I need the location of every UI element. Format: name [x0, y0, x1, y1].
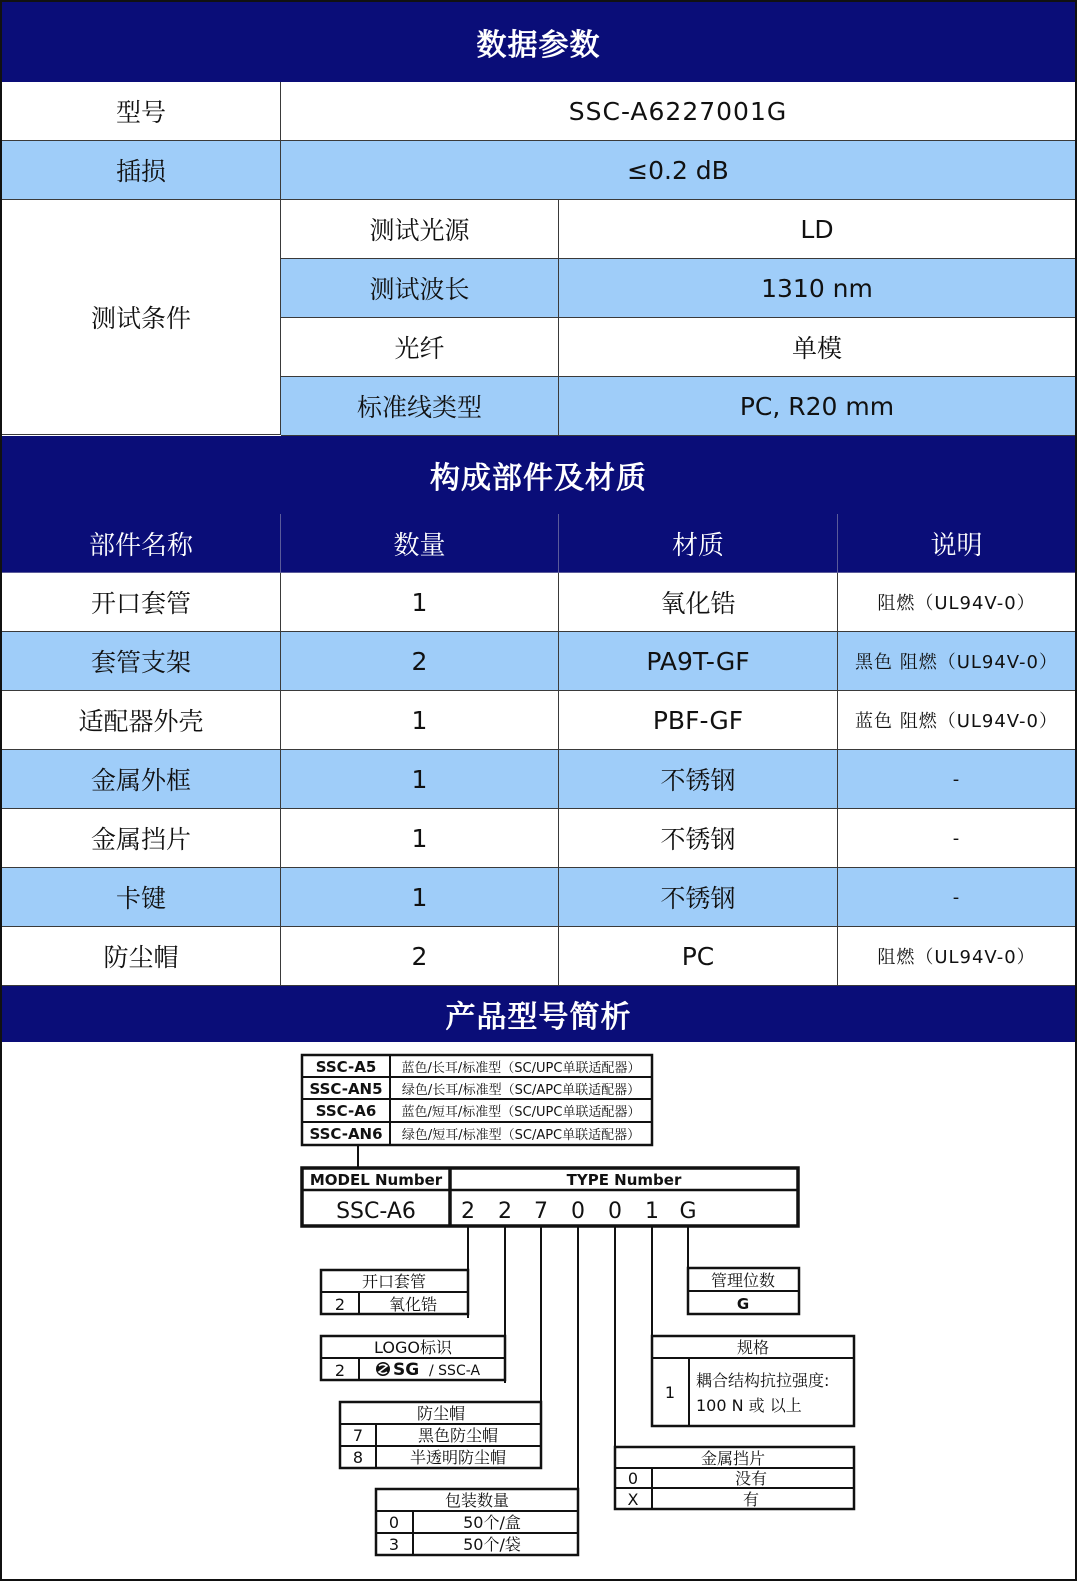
part-name: 开口套管: [2, 573, 281, 632]
part-name: 金属外框: [2, 750, 281, 809]
parts-header-name: 部件名称: [2, 514, 281, 573]
dustcap-value: 黑色防尘帽: [417, 1426, 499, 1445]
sleeve-title: 开口套管: [361, 1272, 427, 1291]
part-material: PA9T-GF: [559, 632, 838, 691]
test-row: [281, 259, 1075, 318]
logo-mark: SG: [393, 1360, 420, 1380]
table-row: [2, 750, 1075, 809]
part-note: -: [838, 809, 1075, 868]
dustcap-title: 防尘帽: [416, 1404, 466, 1423]
type-char: 2: [461, 1199, 475, 1224]
packing-value: 50个/盒: [463, 1513, 521, 1532]
part-note: -: [838, 868, 1075, 927]
part-qty: 1: [281, 691, 559, 750]
shutter-code: X: [627, 1490, 639, 1509]
test-value: 单模: [559, 318, 1075, 377]
table-row: [2, 573, 1075, 632]
parts-header-note: 说明: [838, 514, 1075, 573]
spec-line2: 100 N 或 以上: [696, 1396, 802, 1415]
dustcap-value: 半透明防尘帽: [409, 1448, 507, 1467]
parts-header-row: [2, 514, 1075, 573]
model-number-value: SSC-A6: [336, 1199, 416, 1224]
table-row: [2, 868, 1075, 927]
part-material: 氧化锆: [559, 573, 838, 632]
model-number-label: MODEL Number: [309, 1171, 443, 1189]
part-material: 不锈钢: [559, 750, 838, 809]
spec-title: 规格: [736, 1338, 770, 1357]
param-row-loss: [2, 141, 1075, 200]
part-qty: 1: [281, 868, 559, 927]
table-row: [2, 809, 1075, 868]
part-note: -: [838, 750, 1075, 809]
model-diagram-svg: [2, 1042, 1075, 1581]
section-title-model: 产品型号简析: [2, 986, 1075, 1042]
shutter-code: 0: [627, 1469, 639, 1488]
parts-header-qty: 数量: [281, 514, 559, 573]
test-value: PC, R20 mm: [559, 377, 1075, 436]
test-value: 1310 nm: [559, 259, 1075, 318]
part-note: 阻燃（UL94V-0）: [838, 573, 1075, 632]
series-code: SSC-AN5: [309, 1080, 383, 1098]
part-material: PC: [559, 927, 838, 986]
test-row: [281, 318, 1075, 377]
logo-value: / SSC-A: [429, 1363, 481, 1379]
mgmt-title: 管理位数: [710, 1271, 776, 1290]
table-row: [2, 691, 1075, 750]
type-char: 7: [534, 1199, 548, 1224]
test-label: 测试光源: [281, 200, 559, 259]
sleeve-value: 氧化锆: [388, 1295, 438, 1314]
part-name: 卡键: [2, 868, 281, 927]
dustcap-code: 8: [352, 1448, 364, 1467]
packing-title: 包装数量: [444, 1491, 510, 1510]
shutter-value: 没有: [734, 1469, 768, 1488]
packing-code: 3: [388, 1535, 400, 1554]
param-value: ≤0.2 dB: [281, 141, 1075, 200]
test-value: LD: [559, 200, 1075, 259]
part-note: 黑色 阻燃（UL94V-0）: [838, 632, 1075, 691]
spec-line1: 耦合结构抗拉强度:: [696, 1371, 830, 1390]
test-row: [281, 200, 1075, 259]
test-row: [281, 377, 1075, 436]
table-row: [2, 927, 1075, 986]
series-code: SSC-A5: [315, 1058, 377, 1076]
part-name: 金属挡片: [2, 809, 281, 868]
part-qty: 1: [281, 750, 559, 809]
param-label: 型号: [2, 82, 281, 141]
part-qty: 2: [281, 632, 559, 691]
packing-code: 0: [388, 1513, 400, 1532]
part-name: 防尘帽: [2, 927, 281, 986]
series-code: SSC-AN6: [309, 1125, 383, 1143]
series-desc: 蓝色/长耳/标准型（SC/UPC单联适配器）: [401, 1061, 641, 1076]
type-char: G: [679, 1199, 697, 1224]
part-name: 适配器外壳: [2, 691, 281, 750]
table-row: [2, 632, 1075, 691]
part-material: 不锈钢: [559, 809, 838, 868]
logo-code: 2: [334, 1361, 346, 1380]
part-note: 蓝色 阻燃（UL94V-0）: [838, 691, 1075, 750]
part-qty: 1: [281, 809, 559, 868]
type-char: 0: [571, 1199, 585, 1224]
param-label: 插损: [2, 141, 281, 200]
model-number-diagram: [2, 1042, 1075, 1581]
spec-code: 1: [664, 1383, 676, 1402]
part-note: 阻燃（UL94V-0）: [838, 927, 1075, 986]
series-desc: 绿色/短耳/标准型（SC/APC单联适配器）: [401, 1128, 641, 1143]
type-char: 0: [608, 1199, 622, 1224]
type-number-label: TYPE Number: [566, 1171, 682, 1189]
part-qty: 2: [281, 927, 559, 986]
section-title-params: 数据参数: [2, 2, 1075, 82]
logo-title: LOGO标识: [374, 1338, 452, 1357]
sleeve-code: 2: [334, 1295, 346, 1314]
mgmt-value: G: [736, 1295, 750, 1313]
shutter-title: 金属挡片: [700, 1449, 766, 1468]
param-row-model: [2, 82, 1075, 141]
part-material: 不锈钢: [559, 868, 838, 927]
test-label: 测试波长: [281, 259, 559, 318]
series-code: SSC-A6: [315, 1102, 377, 1120]
sg-logo-icon: [376, 1362, 390, 1376]
part-qty: 1: [281, 573, 559, 632]
dustcap-code: 7: [352, 1426, 364, 1445]
test-label: 光纤: [281, 318, 559, 377]
part-material: PBF-GF: [559, 691, 838, 750]
param-value: SSC-A6227001G: [281, 82, 1075, 141]
part-name: 套管支架: [2, 632, 281, 691]
parts-header-material: 材质: [559, 514, 838, 573]
type-char: 2: [498, 1199, 512, 1224]
section-title-parts: 构成部件及材质: [2, 436, 1075, 514]
shutter-value: 有: [742, 1490, 760, 1509]
type-char: 1: [645, 1199, 659, 1224]
series-desc: 绿色/长耳/标准型（SC/APC单联适配器）: [401, 1083, 641, 1098]
test-label: 标准线类型: [281, 377, 559, 436]
test-conditions-label: 测试条件: [2, 200, 281, 435]
series-desc: 蓝色/短耳/标准型（SC/UPC单联适配器）: [401, 1105, 641, 1120]
packing-value: 50个/袋: [463, 1535, 521, 1554]
